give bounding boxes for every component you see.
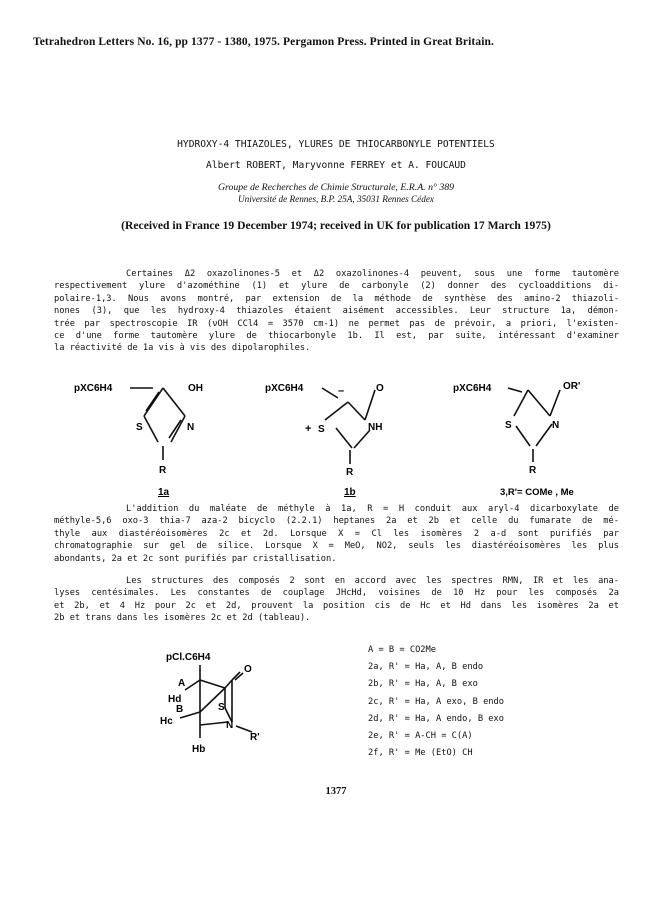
affiliation: Groupe de Recherches de Chimie Structurale, E.R.A. n° 389 [217,182,455,193]
table-row: A = B = CO2Me [368,645,436,655]
hydroxyl-label: OH [188,383,203,394]
text-line: et 2b, et 4 Hz pour 2c et 2d, prouvent la position cis de Hc et Hd dans les isomères 2a et [54,600,619,611]
compound-1a-name: 1a [158,487,170,498]
paragraph-structures [54,575,619,625]
text-line: polaire-1,3. Nous avons montré, par extension de la méthode de synthèse des amino-2 thiazoli- [54,293,619,304]
table-row: 2a, R' = Ha, A, B endo [368,662,484,673]
sulfur-label: S [218,702,225,713]
text-line: L'addition du maléate de méthyle à 1a, R = H conduit aux aryl-4 dicarboxylate de [126,504,619,514]
table-row: 2c, R' = Ha, A exo, B endo [368,696,504,707]
article-title: HYDROXY-4 THIAZOLES, YLURES DE THIOCARBONYLE POTENTIELS [177,139,495,150]
table-row: 2b, R' = Ha, A, B exo [368,679,478,690]
text-line: méthyle-5,6 oxo-3 thia-7 aza-2 bicyclo (2.2.1) heptanes 2a et 2b et celle du fumarate de mé- [54,516,619,527]
aryl-substituent-label: pCl.C6H4 [166,652,211,663]
alkoxy-label: OR' [563,381,581,392]
text-line: ce d'une forme tautomère ylure de thiocarbonyle 1b. Il est, par suite, intéressant d'examiner [54,331,619,342]
page-number: 1377 [325,786,347,797]
r-group-label: R [159,465,167,476]
sulfur-label: S [136,422,143,433]
paragraph-addition [54,503,619,565]
text-line: nones (3), que les hydroxy-4 thiazoles étaient aisément accessibles. Leur structure 1a, démon- [54,306,619,317]
paragraph-intro [54,268,619,355]
text-line: respectivement ylure d'azométhine (1) et ylure de carbonyle (2) donner des cycloadditions di- [54,281,619,292]
oxygen-label: O [376,383,384,394]
text-line: abondants, 2a et 2c sont purifiés par cristallisation. [54,553,337,564]
table-row: 2e, R' = A-CH = C(A) [368,731,473,742]
sulfur-label: S [505,420,512,431]
university-address: Université de Rennes, B.P. 25A, 35031 Rennes Cédex [237,194,435,204]
oxygen-label: O [244,664,252,675]
r-group-label: R [529,465,537,476]
nitrogen-label: N [552,420,560,431]
aryl-substituent-label: pXC6H4 [74,383,113,394]
text-line: thyle aux diastéréoisomères 2c et 2d. Lorsque X = Cl les isomères 2 a-d sont purifiés par [54,528,619,539]
compound-3-name: 3,R'= COMe , Me [500,487,574,498]
text-line: lyses centésimales. Les constantes de couplage JHcHd, voisines de 10 Hz pour les composés 2a [54,588,619,599]
compound-1b-name: 1b [344,487,356,498]
nitrogen-label: N [226,720,234,731]
text-line: 2b et trans dans les isomères 2c et 2d (tableau). [54,613,311,624]
aryl-substituent-label: pXC6H4 [265,383,304,394]
sulfur-label: S [318,424,325,435]
hb-label: Hb [192,744,206,755]
table-row: 2d, R' = Ha, A endo, B exo [368,713,504,724]
text-line: chromatographie sur gel de silice. Lorsque X = MeO, NO2, seuls les diastéréoisomères les plus [54,541,619,552]
substituent-b-label: B [176,704,184,715]
authors: Albert ROBERT, Maryvonne FERREY et A. FOUCAUD [206,160,466,171]
carbanion-charge: – [338,385,345,397]
structure-row [40,350,640,498]
text-line: trée par spectroscopie IR (νOH CCl4 = 3570 cm-1) ne permet pas de prévoir, a priori, l'existen- [54,318,619,329]
r-group-label: R [346,467,354,478]
text-line: Les structures des composés 2 sont en accord avec les spectres RMN, IR et les ana- [126,576,619,586]
received-dates: (Received in France 19 December 1974; received in UK for publication 17 March 1975) [121,219,551,232]
r-prime-label: R' [250,732,260,743]
nitrogen-label: N [187,422,195,433]
bicyclo-structure [140,640,340,760]
table-row: 2f, R' = Me (EtO) CH [368,748,473,759]
positive-charge: + [305,423,312,435]
journal-header: Tetrahedron Letters No. 16, pp 1377 - 1380, 1975. Pergamon Press. Printed in Great Britain. [33,36,494,48]
compound-table [368,642,504,762]
nh-label: NH [368,422,383,433]
hc-label: Hc [160,716,173,727]
text-line: Certaines Δ2 oxazolinones-5 et Δ2 oxazolinones-4 peuvent, sous une forme tautomère [126,269,619,279]
text-line: la réactivité de 1a vis à vis des dipolarophiles. [54,343,311,354]
aryl-substituent-label: pXC6H4 [453,383,492,394]
hd-label: Hd [168,694,182,705]
substituent-a-label: A [178,678,186,689]
